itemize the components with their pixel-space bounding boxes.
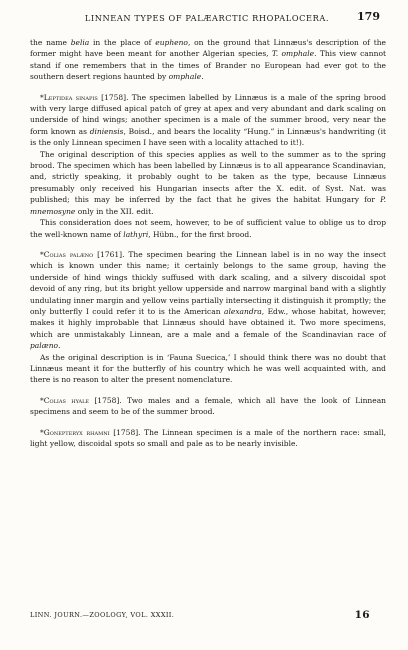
text-run: the name <box>30 38 71 47</box>
text-run: [1758]. The specimen labelled by Linnæus is a male of the spring brood with very large diffused apical patch of grey at apex and very abundant and dark scaling on underside of hind wings; another specimen is a male of the summer brood, very near the form known as <box>30 92 386 136</box>
paragraph <box>30 427 386 450</box>
italic-term: eupheno <box>155 38 188 47</box>
text-run: only in the XII. edit. <box>75 206 154 216</box>
italic-term: T. omphale <box>271 49 315 59</box>
species-heading: *Gonepteryx rhamni <box>40 427 110 437</box>
italic-term: omphale <box>168 72 202 82</box>
journal-citation: LINN. JOURN.—ZOOLOGY, VOL. XXXII. <box>30 611 175 619</box>
italic-term: belia <box>70 38 90 47</box>
italic-term: alexandra <box>224 306 262 316</box>
species-heading: *Colias hyale <box>40 395 90 405</box>
text-run: . <box>58 341 61 351</box>
text-run: The original description of this species applies as well to the summer as to the spring brood. The specimen which has been labelled by Linnæus is to all appearance Scandinavian, and, strictly speaking, it probably ought to be taken as the type, because Linnæus presumably only received his Hungarian insects after the X. edit. of Syst. Nat. was published; this may be inferred by the fact that he gives the habitat Hungary for <box>30 149 386 205</box>
page-footer <box>30 611 380 625</box>
page-number: 179 <box>357 10 380 23</box>
italic-term: lathyri <box>123 229 149 239</box>
text-run: , on the ground that Linnæus's description of the former might have been meant for another Algerian species, <box>30 38 386 59</box>
article-body <box>30 37 386 449</box>
text-run: , Edw., whose habitat, however, makes it highly improbable that Linnæus should have obtained it. Two more specimens, which are unmistakably Linnean, are a male and a female of the Scandinavian race of <box>30 306 386 339</box>
paragraph <box>30 149 386 217</box>
paragraph <box>30 352 386 386</box>
text-run: This consideration does not seem, however, to be of sufficient value to oblige us to drop the well-known name of <box>30 218 386 239</box>
text-run: [1758]. The Linnean specimen is a male of the northern race: small, light yellow, discoidal spots so small and pale as to be nearly invisible. <box>30 427 386 448</box>
paragraph <box>30 217 386 240</box>
paragraph <box>30 92 386 149</box>
italic-term: palæno <box>30 341 59 351</box>
text-run: in the place of <box>89 38 156 47</box>
running-header <box>30 10 384 26</box>
italic-term: P. mnemosyne <box>30 195 386 216</box>
paragraph <box>30 249 386 352</box>
italic-term: diniensis <box>89 126 124 136</box>
text-run: , Hübn., for the first brood. <box>148 229 252 239</box>
text-run: . This view cannot stand if one remembers that in the times of Brander no European had ever got to the southern desert regions haunted by <box>30 49 386 82</box>
species-heading: *Leptidea sinapis <box>40 92 98 102</box>
paragraph <box>30 37 386 83</box>
running-title: LINNEAN TYPES OF PALÆARCTIC RHOPALOCERA. <box>84 13 330 23</box>
text-run: [1761]. The specimen bearing the Linnean label is in no way the insect which is known under this name; it certainly belongs to the same group, having the underside of hind wings thickly suffused with dark scaling, and a silvery discoidal spot devoid of any ring, but its bright yellow upperside and narrow marginal band with a slightly undulating inner margin and yellow veins partially intersecting it distinguish it promptly; the only butterfly I could refer it to is the American <box>30 249 386 316</box>
text-run: , Boisd., and bears the locality “Hung.” in Linnæus's handwriting (it is the only Linnean specimen I have seen with a locality attached to it!). <box>30 126 386 148</box>
signature-mark: 16 <box>354 609 370 621</box>
paragraph <box>30 395 386 418</box>
species-heading: *Colias palæno <box>40 249 94 259</box>
text-run: As the original description is in ‘Fauna Suecica,’ I should think there was no doubt that Linnæus meant it for the butterfly of his country which he was well acquainted with, and there is no reason to alter the present nomenclature. <box>30 352 386 385</box>
text-run: . <box>201 72 204 82</box>
text-run: [1758]. Two males and a female, which all have the look of Linnean specimens and seem to be of the summer brood. <box>30 395 386 417</box>
